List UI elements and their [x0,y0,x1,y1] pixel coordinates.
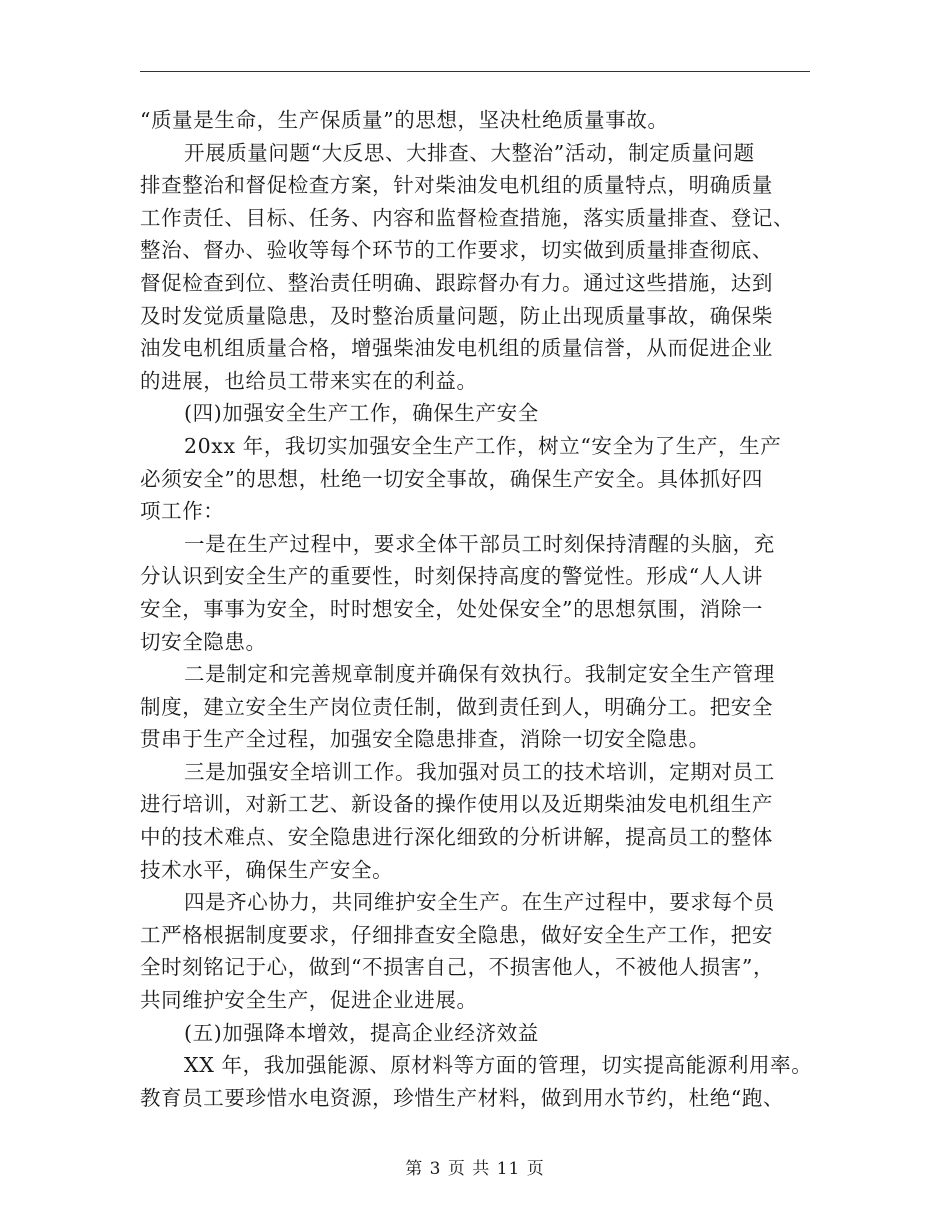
text-line: “质量是生命，生产保质量”的思想，坚决杜绝质量事故。 [140,108,669,132]
text-line: 项工作： [140,499,225,524]
text-line: 开展质量问题“大反思、大排查、大整治”活动，制定质量问题 [184,140,755,165]
text-line: 共同维护安全生产，促进企业进展。 [140,988,478,1013]
text-line: XX 年，我加强能源、原材料等方面的管理，切实提高能源利用率。 [184,1053,813,1078]
text-line: 中的技术难点、安全隐患进行深化细致的分析讲解，提高员工的整体 [140,825,773,850]
text-line: 整治、督办、验收等每个环节的工作要求，切实做到质量排查彻底、 [140,238,773,263]
text-line: 全时刻铭记于心，做到“不损害自己，不损害他人，不被他人损害”， [140,955,775,980]
text-line: 贯串于生产全过程，加强安全隐患排查，消除一切安全隐患。 [140,727,710,752]
text-line: 安全，事事为安全，时时想安全，处处保安全”的思想氛围，消除一 [140,596,763,621]
text-line: 三是加强安全培训工作。我加强对员工的技术培训，定期对员工 [184,759,775,784]
text-line: 制度，建立安全生产岗位责任制，做到责任到人，明确分工。把安全 [140,694,773,719]
text-line: 油发电机组质量合格，增强柴油发电机组的质量信誉，从而促进企业 [140,336,773,361]
text-line: 20xx 年，我切实加强安全生产工作，树立“安全为了生产，生产 [184,433,782,458]
text-line: (五)加强降本增效，提高企业经济效益 [184,1020,539,1045]
text-line: 进行培训，对新工艺、新设备的操作使用以及近期柴油发电机组生产 [140,792,773,817]
text-line: 排查整治和督促检查方案，针对柴油发电机组的质量特点，明确质量 [140,173,773,198]
text-line: 二是制定和完善规章制度并确保有效执行。我制定安全生产管理 [184,662,775,687]
text-line: 切安全隐患。 [140,629,267,654]
text-line: 及时发觉质量隐患，及时整治质量问题，防止出现质量事故，确保柴 [140,303,773,328]
text-line: 的进展，也给员工带来实在的利益。 [140,368,478,393]
text-line: 技术水平，确保生产安全。 [140,857,394,882]
text-line: 督促检查到位、整治责任明确、跟踪督办有力。通过这些措施，达到 [140,270,773,295]
text-line: 一是在生产过程中，要求全体干部员工时刻保持清醒的头脑，充 [184,531,775,556]
text-line: 四是齐心协力，共同维护安全生产。在生产过程中，要求每个员 [184,890,775,915]
text-line: 必须安全”的思想，杜绝一切安全事故，确保生产安全。具体抓好四 [140,466,763,491]
page-footer: 第 3 页 共 11 页 [405,1159,545,1179]
text-line: (四)加强安全生产工作，确保生产安全 [184,401,539,426]
header-rule [140,71,810,72]
text-line: 工作责任、目标、任务、内容和监督检查措施，落实质量排查、登记、 [140,205,795,230]
text-line: 工严格根据制度要求，仔细排查安全隐患，做好安全生产工作，把安 [140,922,773,947]
text-line: 教育员工要珍惜水电资源，珍惜生产材料，做到用水节约，杜绝“跑、 [140,1085,785,1110]
text-line: 分认识到安全生产的重要性，时刻保持高度的警觉性。形成“人人讲 [140,564,763,589]
document-body [140,104,812,1114]
